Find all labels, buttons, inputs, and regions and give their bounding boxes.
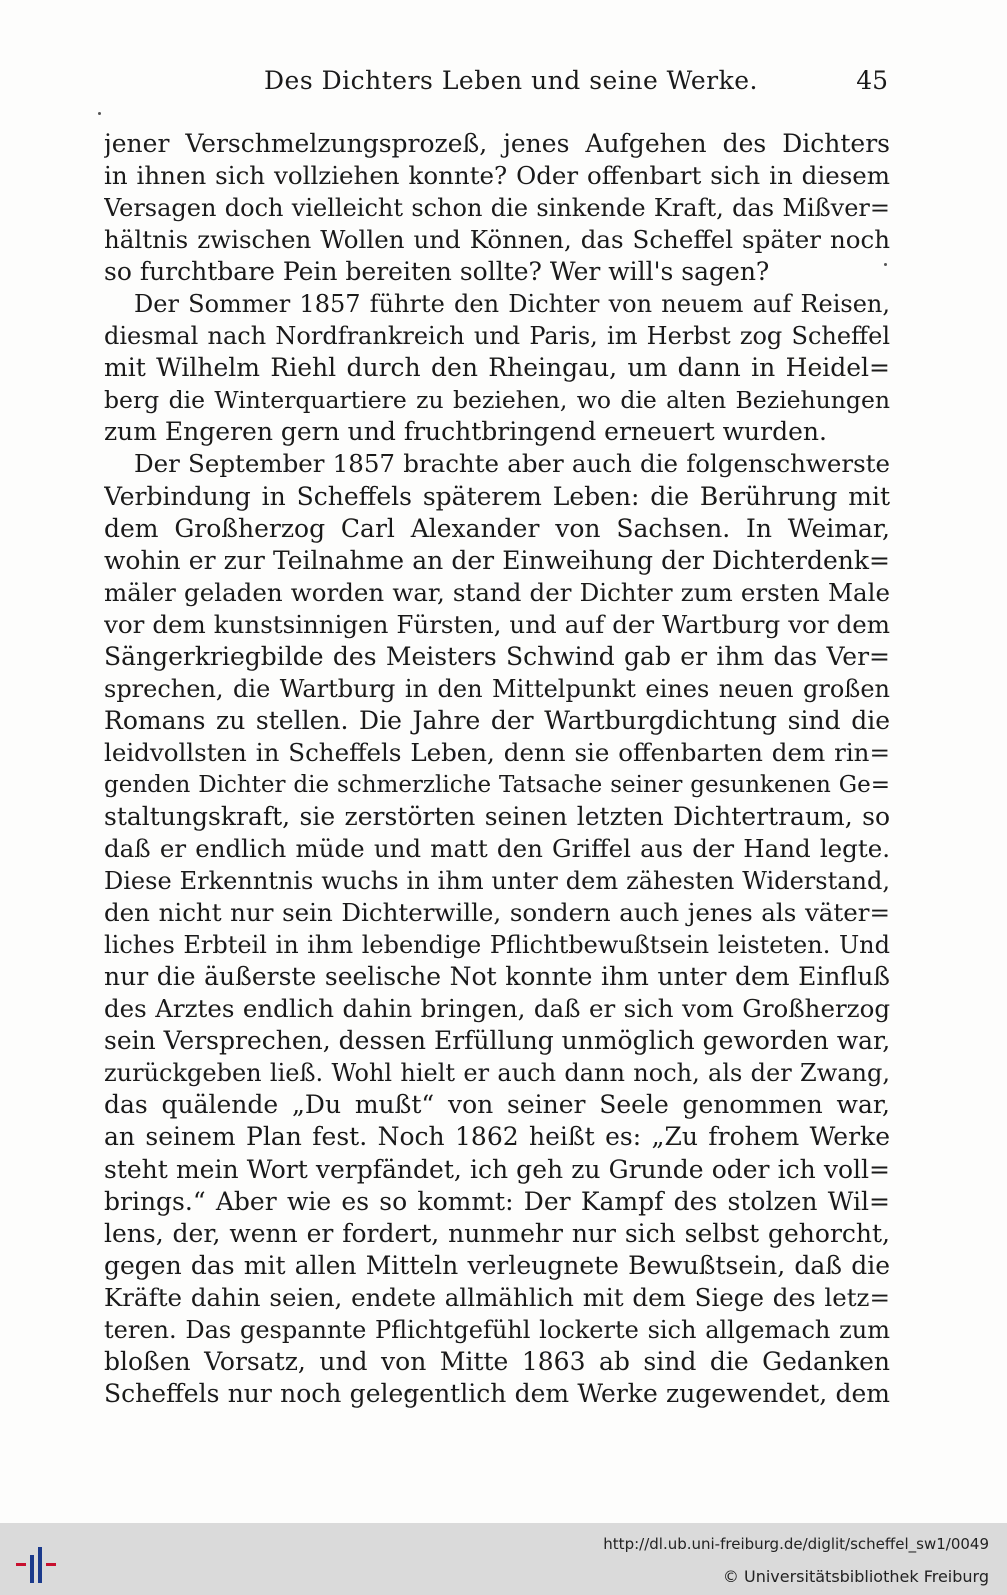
text-line: leidvollsten in Scheffels Leben, denn sie offenbarten dem rin= xyxy=(104,737,890,767)
text-line: gegen das mit allen Mitteln verleugnete Bewußtsein, daß die xyxy=(104,1250,890,1280)
text-line: teren. Das gespannte Pflichtgefühl lockerte sich allgemach zum xyxy=(104,1315,890,1344)
running-title: Des Dichters Leben und seine Werke. xyxy=(264,66,758,95)
text-line: sein Versprechen, dessen Erfüllung unmöglich geworden war, xyxy=(104,1026,890,1056)
text-line: das quälende „Du mußt“ von seiner Seele genommen war, xyxy=(104,1090,890,1120)
text-line: zum Engeren gern und fruchtbringend erneuert wurden. xyxy=(104,417,827,447)
text-line: Kräfte dahin seien, endete allmählich mit dem Siege des letz= xyxy=(104,1282,890,1312)
text-line: so furchtbare Pein bereiten sollte? Wer will's sagen? xyxy=(104,257,770,287)
text-line: wohin er zur Teilnahme an der Einweihung der Dichterdenk= xyxy=(104,545,890,575)
running-head xyxy=(104,66,888,106)
text-line: mäler geladen worden war, stand der Dichter zum ersten Male xyxy=(104,577,890,607)
text-line: an seinem Plan fest. Noch 1862 heißt es: „Zu frohem Werke xyxy=(104,1122,890,1152)
text-line: den nicht nur sein Dichterwille, sondern auch jenes als väter= xyxy=(104,898,890,928)
text-line: Diese Erkenntnis wuchs in ihm unter dem zähesten Widerstand, xyxy=(104,867,890,896)
text-line: Scheffels nur noch gelegentlich dem Werke zugewendet, dem xyxy=(104,1378,890,1408)
viewer-footer xyxy=(0,1523,1007,1595)
page-number: 45 xyxy=(856,66,888,95)
text-line: bloßen Vorsatz, und von Mitte 1863 ab sind die Gedanken xyxy=(104,1346,890,1376)
text-line: nur die äußerste seelische Not konnte ihm unter dem Einfluß xyxy=(104,962,890,992)
text-line: sprechen, die Wartburg in den Mittelpunkt eines neuen großen xyxy=(104,674,890,703)
text-line: dem Großherzog Carl Alexander von Sachsen. In Weimar, xyxy=(104,513,890,543)
ub-freiburg-logo-icon[interactable] xyxy=(14,1543,64,1587)
body-text xyxy=(104,128,890,1410)
text-line: jener Verschmelzungsprozeß, jenes Aufgehen des Dichters xyxy=(104,129,890,158)
text-line: steht mein Wort verpfändet, ich geh zu Grunde oder ich voll= xyxy=(104,1154,890,1184)
text-line: lens, der, wenn er fordert, nunmehr nur sich selbst gehorcht, xyxy=(104,1218,890,1248)
text-line: diesmal nach Nordfrankreich und Paris, im Herbst zog Scheffel xyxy=(104,322,890,351)
text-line: Der Sommer 1857 führte den Dichter von neuem auf Reisen, xyxy=(134,290,890,319)
text-line: brings.“ Aber wie es so kommt: Der Kampf des stolzen Wil= xyxy=(104,1186,890,1216)
text-line: hältnis zwischen Wollen und Können, das Scheffel später noch xyxy=(104,225,890,255)
source-url-link[interactable]: http://dl.ub.uni-freiburg.de/diglit/scheffel_sw1/0049 xyxy=(603,1535,989,1553)
text-line: liches Erbteil in ihm lebendige Pflichtbewußtsein leisteten. Und xyxy=(104,931,890,960)
text-line: zurückgeben ließ. Wohl hielt er auch dann noch, als der Zwang, xyxy=(104,1059,890,1088)
text-line: Versagen doch vielleicht schon die sinkende Kraft, das Mißver= xyxy=(104,194,890,223)
text-line: des Arztes endlich dahin bringen, daß er sich vom Großherzog xyxy=(104,994,890,1024)
text-line: vor dem kunstsinnigen Fürsten, und auf der Wartburg vor dem xyxy=(104,609,890,639)
text-line: Sängerkriegbilde des Meisters Schwind gab er ihm das Ver= xyxy=(104,641,890,671)
text-line: Der September 1857 brachte aber auch die folgenschwerste xyxy=(134,449,890,479)
text-line: daß er endlich müde und matt den Griffel aus der Hand legte. xyxy=(104,834,890,864)
text-line: Romans zu stellen. Die Jahre der Wartburgdichtung sind die xyxy=(104,705,890,735)
text-line: staltungskraft, sie zerstörten seinen letzten Dichtertraum, so xyxy=(104,801,890,831)
text-line: berg die Winterquartiere zu beziehen, wo die alten Beziehungen xyxy=(104,386,890,415)
text-line: Verbindung in Scheffels späterem Leben: die Berührung mit xyxy=(104,481,890,511)
text-line: mit Wilhelm Riehl durch den Rheingau, um dann in Heidel= xyxy=(104,353,890,383)
paper-speck xyxy=(98,112,101,115)
copyright-notice: © Universitätsbibliothek Freiburg xyxy=(722,1567,989,1586)
text-line: genden Dichter die schmerzliche Tatsache seiner gesunkenen Ge= xyxy=(104,771,890,798)
text-line: in ihnen sich vollziehen konnte? Oder offenbart sich in diesem xyxy=(104,161,890,191)
